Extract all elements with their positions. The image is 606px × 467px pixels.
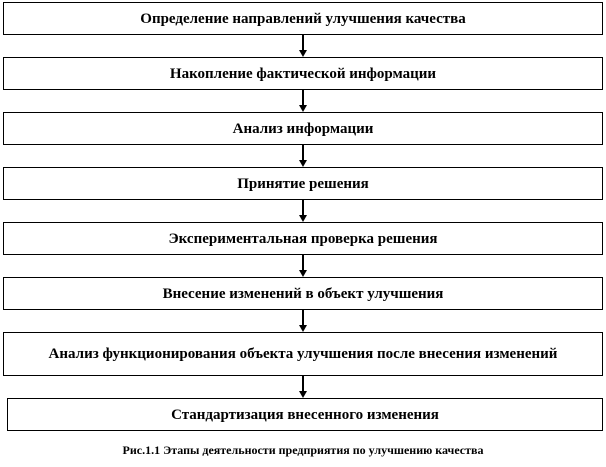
step-box-1 <box>3 2 603 35</box>
step-label-4: Принятие решения <box>237 175 369 192</box>
step-box-2 <box>3 57 603 90</box>
step-label-8: Стандартизация внесенного изменения <box>171 406 439 423</box>
step-label-2: Накопление фактической информации <box>169 65 437 82</box>
step-box-4 <box>3 167 603 200</box>
step-label-1: Определение направлений улучшения качества <box>140 10 466 27</box>
step-label-7: Анализ функционирования объекта улучшения после внесения изменений <box>48 346 558 362</box>
step-label-3: Анализ информации <box>232 120 374 137</box>
figure-caption: Рис.1.1 Этапы деятельности предприятия по улучшению качества <box>122 443 484 457</box>
step-label-5: Экспериментальная проверка решения <box>168 230 438 247</box>
step-box-5 <box>3 222 603 255</box>
step-box-3 <box>3 112 603 145</box>
step-box-7 <box>3 332 603 376</box>
step-box-8 <box>7 398 603 431</box>
step-label-6: Внесение изменений в объект улучшения <box>162 285 444 302</box>
step-box-6 <box>3 277 603 310</box>
